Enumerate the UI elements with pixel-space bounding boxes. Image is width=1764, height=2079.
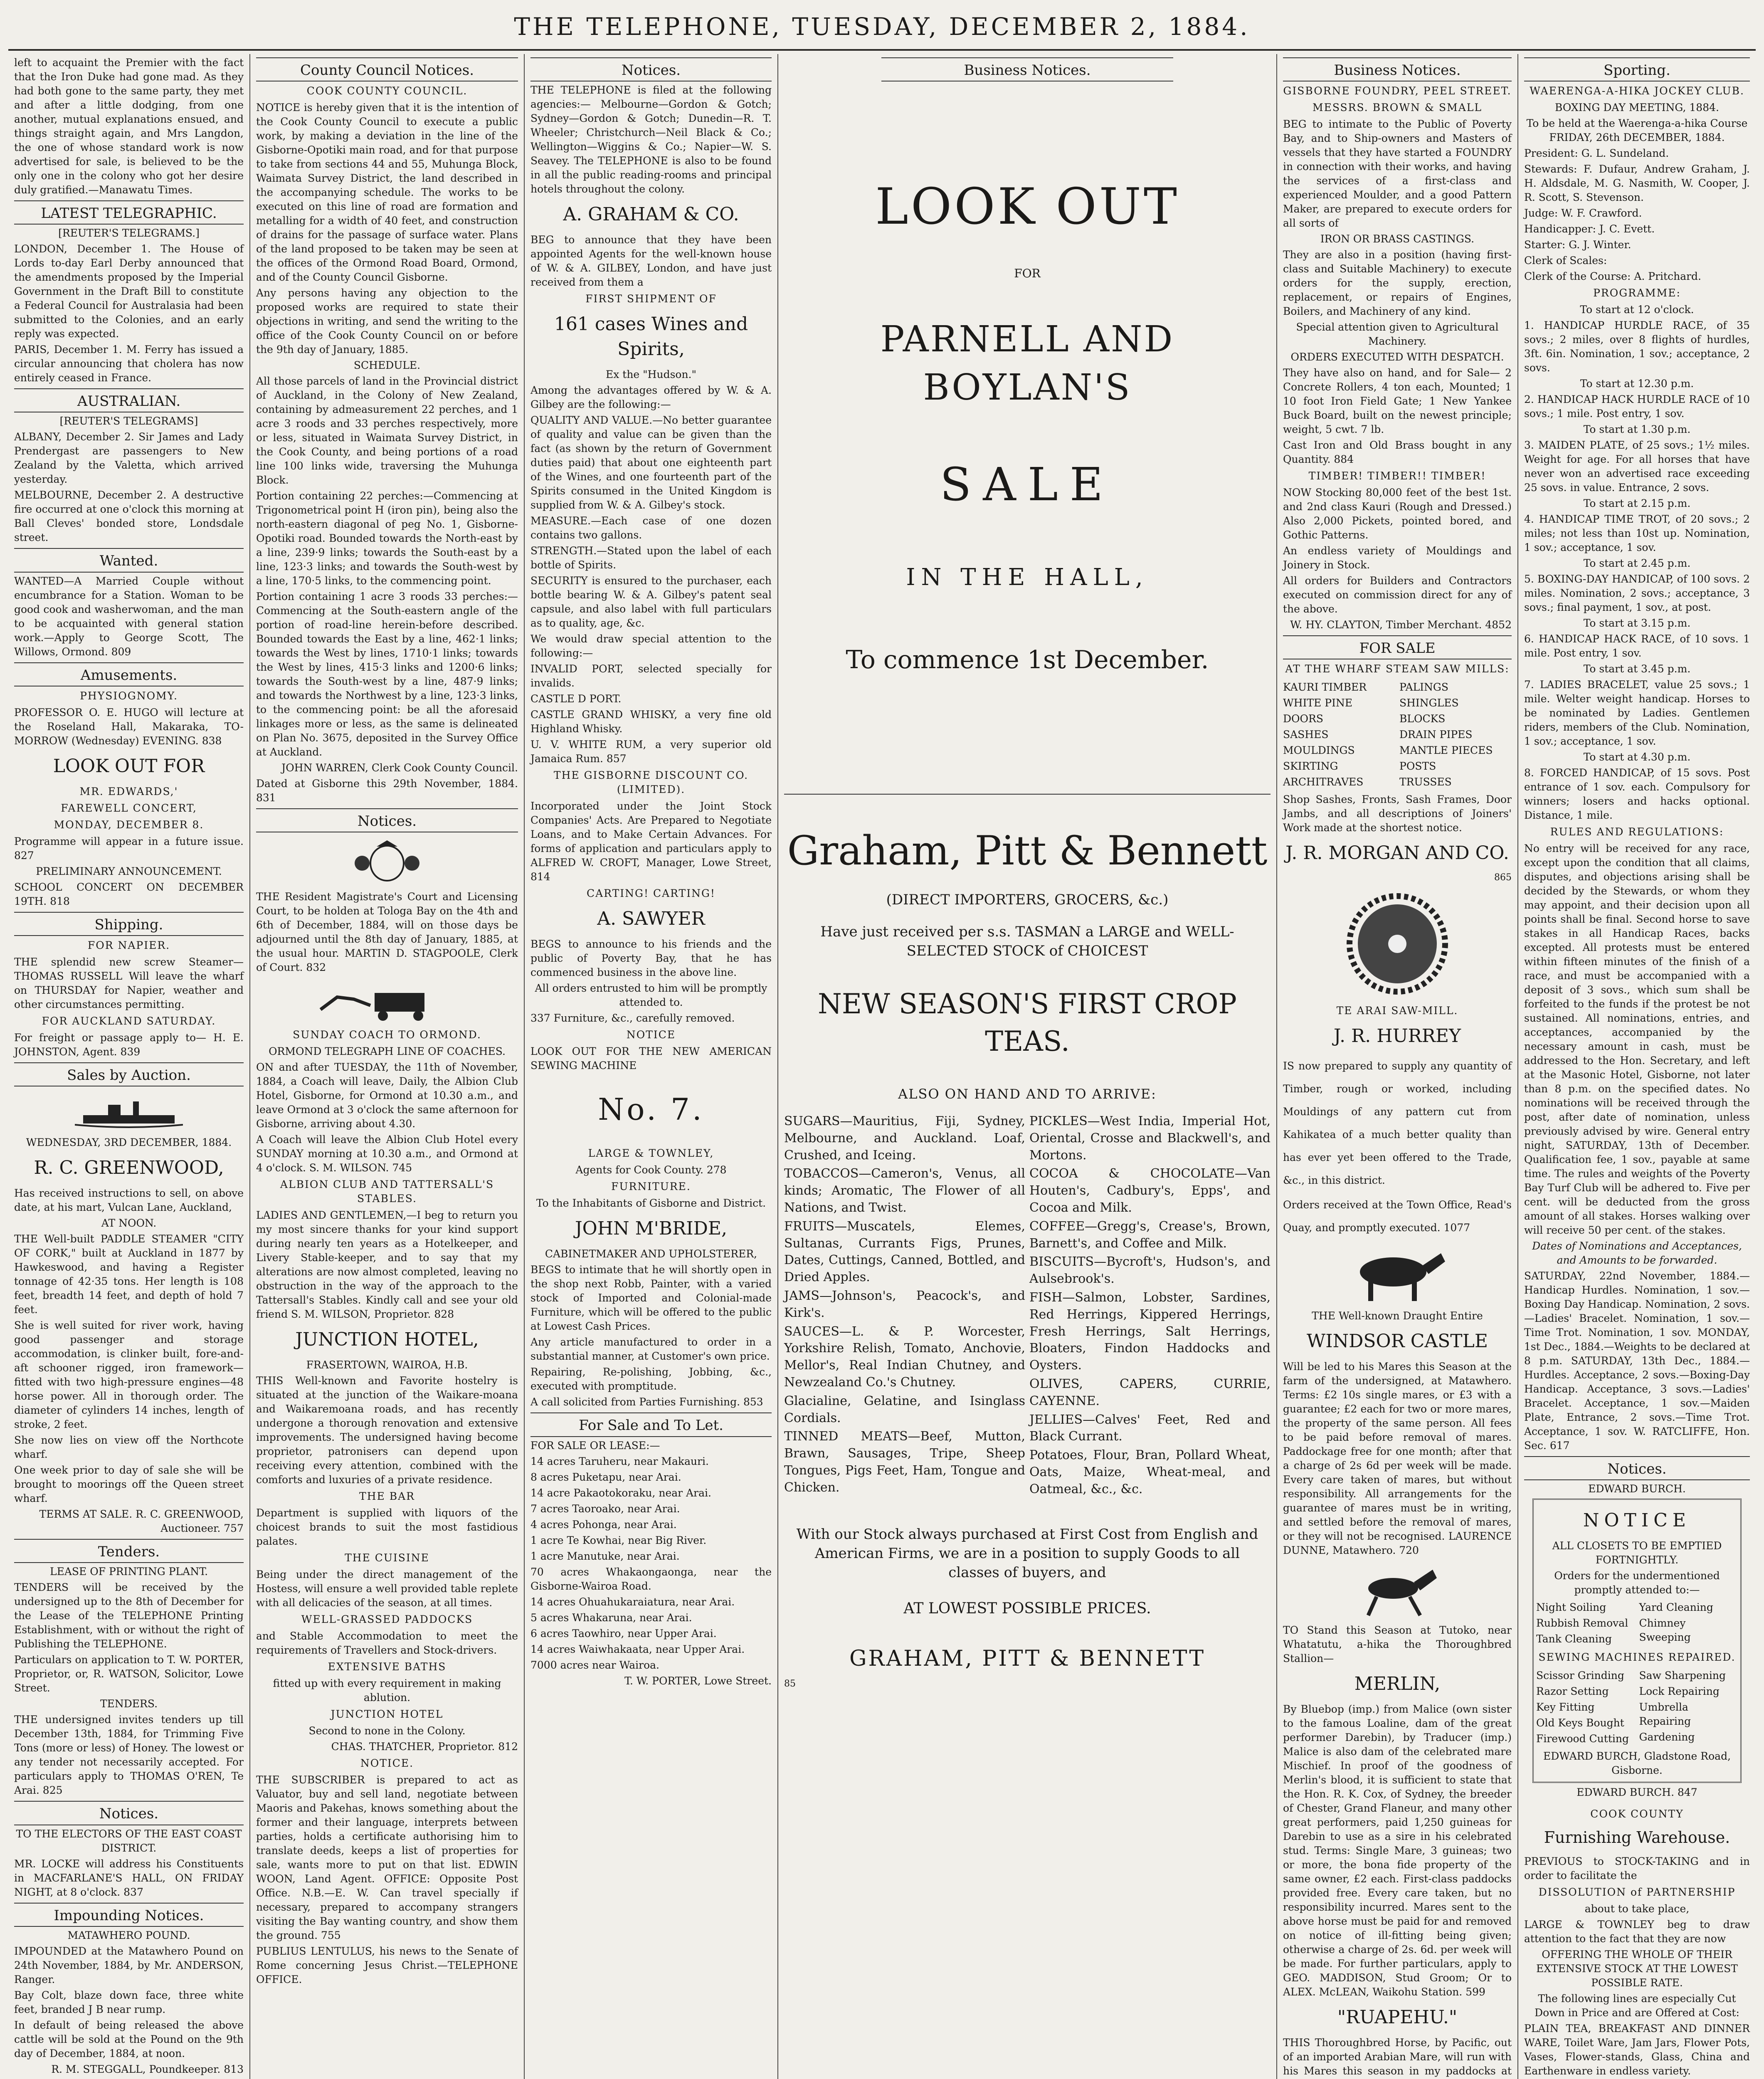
graham-item: We would draw special attention to the following:— xyxy=(530,632,772,659)
grocery-item: FRUITS—Muscatels, Elemes, Sultanas, Currants Figs, Prunes, Dates, Cuttings, Canned, Bottled, and Dried Apples. xyxy=(784,1219,1025,1285)
sewing-service: Firewood Cutting xyxy=(1536,1733,1629,1745)
council-schedule: SCHEDULE. xyxy=(353,359,421,372)
foundry-item: ORDERS EXECUTED WITH DESPATCH. xyxy=(1290,351,1504,363)
junction-item: EXTENSIVE BATHS xyxy=(328,1661,447,1673)
masthead-rule xyxy=(8,49,1756,51)
wharf-mills: AT THE WHARF STEAM SAW MILLS: xyxy=(1285,663,1510,675)
hurrey-title: J. R. HURREY xyxy=(1333,1025,1461,1047)
amusement-item: SCHOOL CONCERT ON DECEMBER 19TH. 818 xyxy=(14,881,244,907)
foundry-item: MESSRS. BROWN & SMALL xyxy=(1312,101,1482,114)
timber-product: POSTS xyxy=(1399,760,1436,773)
telegraphic-source: [REUTER'S TELEGRAMS.] xyxy=(58,227,200,240)
auction-heading: Sales by Auction. xyxy=(14,1062,244,1086)
windsor-intro: THE Well-known Draught Entire xyxy=(1312,1310,1483,1322)
morgan-number: 865 xyxy=(1494,872,1512,883)
timber-item: An endless variety of Mouldings and Joinery in Stock. xyxy=(1283,545,1512,571)
timber-product: WHITE PINE xyxy=(1283,697,1353,709)
gpb-footer-number: 85 xyxy=(784,1678,796,1689)
sale-item: 1 acre Manutuke, near Arai. xyxy=(530,1550,680,1562)
lentulus-text: PUBLIUS LENTULUS, his news to the Senate of Rome concerning Jesus Christ.—TELEPHONE OFFICE. xyxy=(256,1945,518,1986)
junction-item: and Stable Accommodation to meet the requirements of Travellers and Stock-drivers. xyxy=(256,1630,518,1657)
race-item: To start at 12.30 p.m. xyxy=(1580,378,1694,390)
council-text: Portion containing 22 perches:—Commencing at Trigonometrical point H (iron pin), being also the north-eastern diagonal of peg No. 1, Gisborne-Opotiki road. Bounded towards the North-east by a line, 239·9 links; towards the South-east by a line, 123·3 links; and towards the South-west by a line, 170·5 links, to the commencing point. xyxy=(256,490,518,587)
furniture-item: A call solicited from Parties Furnishing. 853 xyxy=(530,1396,763,1408)
burch-services xyxy=(1536,1599,1738,1648)
sewing-service: Umbrella Repairing xyxy=(1639,1701,1691,1728)
look-out-banner: LOOK OUT xyxy=(875,178,1179,236)
race-item: 6. HANDICAP HACK RACE, of 10 sovs. 1 mile. Post entry, 1 sov. xyxy=(1524,633,1750,659)
gpb-subtitle: (DIRECT IMPORTERS, GROCERS, &c.) xyxy=(886,891,1169,909)
impounding-heading: Impounding Notices. xyxy=(14,1903,244,1927)
draught-horse-icon xyxy=(1343,1245,1451,1303)
sale-item: 14 acres Waiwhakaata, near Upper Arai. xyxy=(530,1643,745,1655)
sale-item: 4 acres Pohonga, near Arai. xyxy=(530,1518,677,1531)
graham-item: U. V. WHITE RUM, a very superior old Jamaica Rum. 857 xyxy=(530,738,772,765)
te-arai-title: TE ARAI SAW-MILL. xyxy=(1336,1005,1458,1017)
notice2-title: NOTICE. xyxy=(360,1757,414,1770)
timber-product: KAURI TIMBER xyxy=(1283,681,1367,694)
shipping-item: THE splendid new screw Steamer—THOMAS RUSSELL Will leave the wharf on THURSDAY for Napier, weather and other circumstances permitting. xyxy=(14,956,244,1010)
graham-item: FIRST SHIPMENT OF xyxy=(585,293,717,305)
grocery-item: BISCUITS—Bycroft's, Hudson's, and Aulsebrook's. xyxy=(1029,1254,1271,1286)
joinery-text: Shop Sashes, Fronts, Sash Frames, Door Jambs, and all descriptions of Joiners' Work made at the shortest notice. xyxy=(1283,793,1512,834)
official: Starter: G. J. Winter. xyxy=(1524,239,1631,251)
machine-number: No. 7. xyxy=(598,1091,704,1127)
merlin-title: MERLIN, xyxy=(1354,1673,1441,1694)
jockey-club: WAERENGA-A-HIKA JOCKEY CLUB. xyxy=(1530,85,1744,97)
grocery-item: FISH—Salmon, Lobster, Sardines, Red Herrings, Kippered Herrings, Fresh Herrings, Salt Herrings, Bloaters, Findon Haddocks and Oysters. xyxy=(1029,1290,1271,1373)
sewing-service: Lock Repairing xyxy=(1639,1685,1720,1698)
graham-item: QUALITY AND VALUE.—No better guarantee of quality and value can be given than the fact (as shown by the return of Government duties paid) that about one eighteenth part of the Wines, and one fourteenth part of the Spirits consumed in the United Kingdom is supplied from W. & A. Gilbey's stock. xyxy=(530,414,772,511)
grocery-item: TINNED MEATS—Beef, Mutton, Brawn, Sausages, Tripe, Sheep Tongues, Pigs Feet, Ham, Tongue and Chicken. xyxy=(784,1429,1025,1495)
burch-service: Tank Cleaning xyxy=(1536,1633,1612,1645)
grocery-item: PICKLES—West India, Imperial Hot, Oriental, Crosse and Blackwell's, and Mortons. xyxy=(1029,1114,1271,1163)
grocery-item: OLIVES, CAPERS, CURRIE, CAYENNE. xyxy=(1029,1376,1271,1408)
rules-text: No entry will be received for any race, except upon the condition that all claims, disputes, and objections arising shall be decided by the Stewards, or whom they may appoint, and their decision upon all points shall be final. Second horse to save stakes in all Handicap Races, backs excepted. All protests must be entered within fifteen minutes of the finish of a race, and must be accompanied with a deposit of 3 sovs., which sum shall be forfeited to the funds if the protest be not sustained. All nominations, entries, and acceptances, accompanied by the necessary amount in cash, must be addressed to the Hon. Secretary, and left at the Masonic Hotel, Gisborne, not later than 8 p.m. on the specified dates. No nominations will be received through the post, after date of nomination, unless previously advised by wire. General entry night, SATURDAY, 13th of December. Qualification fee, 1 sov., payable at same time. The rules and weights of the Poverty Bay Turf Club will be adhered to. Five per cent. will be deducted from the gross amount of all stakes. Horses walking over will receive 50 per cent. of the stakes. xyxy=(1524,842,1750,1237)
racehorse-icon xyxy=(1352,1563,1443,1617)
timber-product: ARCHITRAVES xyxy=(1283,776,1364,788)
official: Handicapper: J. C. Evett. xyxy=(1524,223,1655,235)
furniture-item: BEGS to intimate that he will shortly open in the shop next Robb, Painter, with a varied stock of Imported and Colonial-made Furniture, which will be offered to the public at Lowest Cash Prices. xyxy=(530,1264,772,1333)
machine-title: NOTICE xyxy=(626,1028,676,1041)
discount-text: Incorporated under the Joint Stock Companies' Acts. Are Prepared to Negotiate Loans, and to Make Certain Advances. For forms of application and particulars apply to ALFRED W. CROFT, Manager, Lowe Street, 814 xyxy=(530,800,772,883)
council-text: All those parcels of land in the Provincial district of Auckland, in the Colony of New Zealand, containing by admeasurement 22 perches, and 1 acre 3 roods and 33 perches respectively, more or less, situated in Waimata Survey District, in the Cook County, and being portions of a road line 100 links wide, traversing the Muhunga Block. xyxy=(256,375,518,486)
burch-box-sub: ALL CLOSETS TO BE EMPTIED FORTNIGHTLY. xyxy=(1552,1540,1722,1566)
carting-title: CARTING! CARTING! xyxy=(587,887,715,899)
race-item: 8. FORCED HANDICAP, of 15 sovs. Post entrance of 1 sov. each. Compulsory for winners; losers and hacks optional. Distance, 1 mile. xyxy=(1524,767,1750,822)
notice-item: MR. LOCKE will address his Constituents in MACFARLANE'S HALL, ON FRIDAY NIGHT, at 8 o'clock. 837 xyxy=(14,1857,244,1898)
grocery-item: JELLIES—Calves' Feet, Red and Black Currant. xyxy=(1029,1412,1271,1444)
junction-item: THE BAR xyxy=(359,1490,415,1503)
ruapehu-title: "RUAPEHU." xyxy=(1337,2006,1458,2028)
timber-product: MOULDINGS xyxy=(1283,744,1355,757)
sale-item: FOR SALE OR LEASE:— xyxy=(530,1439,660,1452)
graham-item: 161 cases Wines and Spirits, xyxy=(554,314,748,360)
sale-item: 5 acres Whakaruna, near Arai. xyxy=(530,1611,692,1624)
race-item: 2. HANDICAP HACK HURDLE RACE of 10 sovs.; 1 mile. Post entry, 1 sov. xyxy=(1524,393,1750,420)
gpb-footer-prices: AT LOWEST POSSIBLE PRICES. xyxy=(903,1600,1151,1617)
shipping-item: FOR NAPIER. xyxy=(87,939,170,951)
tenders-heading: Tenders. xyxy=(14,1539,244,1563)
shipping-item: For freight or passage apply to— H. E. JOHNSTON, Agent. 839 xyxy=(14,1032,244,1058)
graham-item: SECURITY is ensured to the purchaser, each bottle bearing W. & A. Gilbey's patent seal capsule, and also label with full particulars as to quality, age, &c. xyxy=(530,574,772,629)
official: Clerk of Scales: xyxy=(1524,254,1607,267)
sewing-service: Gardening xyxy=(1639,1731,1695,1743)
notices-heading: Notices. xyxy=(14,1801,244,1825)
hurrey-text: Orders received at the Town Office, Read's Quay, and promptly executed. 1077 xyxy=(1283,1199,1512,1234)
sporting-heading: Sporting. xyxy=(1524,57,1750,81)
junction-item: THE CUISINE xyxy=(345,1552,429,1564)
timber-product: BLOCKS xyxy=(1399,713,1446,725)
morgan-title: J. R. MORGAN AND CO. xyxy=(1285,842,1509,864)
amusement-banner: LOOK OUT FOR xyxy=(53,755,205,777)
sale-banner: SALE xyxy=(940,458,1115,511)
race-item: 1. HANDICAP HURDLE RACE, of 35 sovs.; 2 miles, over 8 flights of hurdles, 3ft. 6in. Nomination, 1 sov.; acceptance, 2 sovs. xyxy=(1524,319,1750,374)
carting-item: A. SAWYER xyxy=(597,908,705,929)
council-text: Dated at Gisborne this 29th November, 1884. 831 xyxy=(256,778,518,804)
tender-item: Particulars on application to T. W. PORTER, Proprietor, or, R. WATSON, Solicitor, Lowe Street. xyxy=(14,1654,244,1694)
amusement-item: MR. EDWARDS,' xyxy=(79,785,178,798)
race-item: To start at 12 o'clock. xyxy=(1580,304,1694,316)
australian-heading: AUSTRALIAN. xyxy=(14,388,244,412)
foundry-item: BEG to intimate to the Public of Poverty Bay, and to Ship-owners and Masters of vessels that they have started a FOUNDRY in connection with their works, and having the services of a first-class and experienced Moulder, and a good Pattern Maker, are prepared to execute orders for all sorts of xyxy=(1283,118,1512,230)
race-item: To start at 2.15 p.m. xyxy=(1583,497,1691,510)
machine-item: Agents for Cook County. 278 xyxy=(575,1164,727,1176)
hurrey-text: IS now prepared to supply any quantity of Timber, rough or worked, including Mouldings of any pattern cut from Kahikatea of a much better quality than has ever yet been offered to the Trade, &c., in this district. xyxy=(1283,1060,1512,1187)
coach-item: A Coach will leave the Albion Club Hotel every SUNDAY morning at 10.30 a.m., and Ormond at 4 o'clock. S. M. WILSON. 745 xyxy=(256,1133,518,1174)
burch-box-title: NOTICE xyxy=(1583,1510,1691,1531)
coach-icon xyxy=(312,980,462,1022)
timber-product: DRAIN PIPES xyxy=(1399,728,1473,741)
warehouse-item: PLAIN TEA, BREAKFAST AND DINNER WARE, Toilet Ware, Jam Jars, Flower Pots, Vases, Flower-stands, Glass, China and Earthenware in endless variety. xyxy=(1524,2022,1750,2077)
auction-item: One week prior to day of sale she will be brought to moorings off the Queen street wharf. xyxy=(14,1464,244,1505)
furniture-item: Repairing, Re-polishing, Jobbing, &c., executed with promptitude. xyxy=(530,1366,772,1393)
auction-item: AT NOON. xyxy=(101,1217,157,1230)
for-label: FOR xyxy=(1014,267,1041,281)
warehouse-item: OFFERING THE WHOLE OF THEIR EXTENSIVE STOCK AT THE LOWEST POSSIBLE RATE. xyxy=(1536,1948,1738,1989)
machine-item: LARGE & TOWNLEY, xyxy=(588,1147,714,1160)
grocery-item: TOBACCOS—Cameron's, Venus, all kinds; Aromatic, The Flower of all Nations, and Twist. xyxy=(784,1166,1025,1215)
australian-source: [REUTER'S TELEGRAMS] xyxy=(59,415,198,427)
column-6 xyxy=(1517,54,1756,2079)
merlin-intro: TO Stand this Season at Tutoko, near Whatatutu, a-hika the Thoroughbred Stallion— xyxy=(1283,1624,1512,1664)
sale-item: 14 acres Ohuahukaraiatura, near Arai. xyxy=(530,1595,735,1608)
junction-item: FRASERTOWN, WAIROA, H.B. xyxy=(306,1359,468,1371)
tender-item: TENDERS will be received by the undersigned up to the 8th of December for the Lease of the TELEPHONE Printing Establishment, with or without the right of Publishing the TELEPHONE. xyxy=(14,1581,244,1650)
notice-item: TO THE ELECTORS OF THE EAST COAST DISTRICT. xyxy=(16,1827,242,1854)
australian-item: ALBANY, December 2. Sir James and Lady Prendergast are passengers to New Zealand by the Valetta, which arrived yesterday. xyxy=(14,431,244,486)
dates-heading: Dates of Nominations and Acceptances, and Amounts to be forwarded. xyxy=(1532,1240,1742,1267)
telegraphic-item: PARIS, December 1. M. Ferry has issued a circular announcing that cholera has now entirely ceased in France. xyxy=(14,343,244,384)
sale-item: 7000 acres near Wairoa. xyxy=(530,1659,659,1671)
council-text: NOTICE is hereby given that it is the intention of the Cook County Council to execute a public work, by making a deviation in the line of the Gisborne-Opotiki main road, and for that purpose to take from sections 44 and 55, Muhunga Block, Waimata Survey District, the land described in the accompanying schedule. The works to be executed on this line of road are formation and metalling for a width of 40 feet, and construction of drains for the passage of surface water. Plans of the land proposed to be taken may be seen at the offices of the Ormond Road Board, Ormond, and of the County Council Gisborne. xyxy=(256,101,518,284)
junction-item: fitted up with every requirement in making ablution. xyxy=(273,1677,501,1704)
wanted-ad: WANTED—A Married Couple without encumbrance for a Station. Woman to be good cook and washerwoman, and the man to be acquainted with general station work.—Apply to George Scott, The Willows, Ormond. 809 xyxy=(14,575,244,658)
junction-item: Being under the direct management of the Hostess, will ensure a well provided table replete with all delicacies of the season, at all times. xyxy=(256,1568,518,1609)
grocery-item: Glacialine, Gelatine, and Isinglass Cordials. xyxy=(784,1393,1025,1425)
grocery-list xyxy=(784,1111,1271,1500)
furniture-title: FURNITURE. xyxy=(611,1180,691,1193)
business-notices-heading: Business Notices. xyxy=(881,57,1173,81)
wanted-heading: Wanted. xyxy=(14,548,244,572)
foundry-item: IRON OR BRASS CASTINGS. xyxy=(1320,233,1475,245)
column-3 xyxy=(524,54,777,2079)
column-1 xyxy=(8,54,249,2079)
furniture-item: To the Inhabitants of Gisborne and District. xyxy=(536,1197,766,1210)
foundry-item: They have also on hand, and for Sale— 2 Concrete Rollers, 4 ton each, Mounted; 1 10 foot Iron Field Gate; 1 New Yankee Buck Board, built on the newest principle; weight, 5 cwt. 7 lb. xyxy=(1283,367,1512,436)
column-4 xyxy=(777,54,1276,2079)
amusement-title: PHYSIOGNOMY. xyxy=(80,689,178,702)
timber-product: SASHES xyxy=(1283,728,1329,741)
junction-item: THIS Well-known and Favorite hostelry is situated at the junction of the Waikare-moana and Waikaremoana roads, and has recently undergone a thorough renovation and extensive improvements. The undersigned having become proprietor, patronisers can depend upon receiving every attention, combined with the comforts and luxuries of a private residence. xyxy=(256,1375,518,1486)
official: Stewards: F. Dufaur, Andrew Graham, J. H. Aldsdale, M. G. Nasmith, W. Cooper, J. R. Scott, S. Stevenson. xyxy=(1524,163,1750,204)
teas-banner: NEW SEASON'S FIRST CROP TEAS. xyxy=(818,988,1237,1057)
carting-item: 337 Furniture, &c., carefully removed. xyxy=(530,1012,735,1024)
column-2 xyxy=(249,54,524,2079)
graham-item: Ex the "Hudson." xyxy=(605,368,697,380)
auction-item: TERMS AT SALE. R. C. GREENWOOD, Auctioneer. 757 xyxy=(39,1508,244,1535)
windsor-title: WINDSOR CASTLE xyxy=(1307,1331,1488,1352)
furniture-item: JOHN M'BRIDE, xyxy=(575,1218,727,1239)
carting-item: All orders entrusted to him will be promptly attended to. xyxy=(535,982,767,1008)
race-item: To start at 2.45 p.m. xyxy=(1583,557,1691,570)
official: President: G. L. Sundeland. xyxy=(1524,147,1669,160)
shipping-item: FOR AUCKLAND SATURDAY. xyxy=(42,1015,216,1027)
grocery-item: JAMS—Johnson's, Peacock's, and Kirk's. xyxy=(784,1288,1025,1320)
commence-date: To commence 1st December. xyxy=(846,645,1209,675)
auction-item: Has received instructions to sell, on above date, at his mart, Vulcan Lane, Auckland, xyxy=(14,1187,244,1214)
amusement-item: Programme will appear in a future issue. 827 xyxy=(14,835,244,862)
sale-item: 8 acres Puketapu, near Arai. xyxy=(530,1471,681,1483)
official: Judge: W. F. Crawford. xyxy=(1524,207,1642,220)
carting-item: BEGS to announce to his friends and the public of Poverty Bay, that he has commenced business in the above line. xyxy=(530,938,772,978)
warehouse-title: Furnishing Warehouse. xyxy=(1544,1828,1730,1847)
ruapehu-text: THIS Thoroughbred Horse, by Pacific, out of an imported Arabian Mare, will run with his Mares this season in my paddocks at xyxy=(1283,2036,1512,2077)
telegraphic-item: LONDON, December 1. The House of Lords to-day Earl Derby announced that the amendments proposed by the Imperial Government in the Draft Bill to constitute a Federal Council for Australasia had been submitted to the Colonies, and an early reply was expected. xyxy=(14,243,244,340)
race-item: To start at 3.45 p.m. xyxy=(1583,663,1691,675)
burch-service: Chimney Sweeping xyxy=(1639,1617,1691,1644)
race-item: 3. MAIDEN PLATE, of 25 sovs.; 1½ miles. Weight for age. For all horses that have never won an advertised race exceeding 25 sovs. in value. Entrance, 2 sovs. xyxy=(1524,439,1750,494)
in-the-hall-banner: IN THE HALL, xyxy=(906,564,1149,591)
for-sale-heading: For Sale and To Let. xyxy=(530,1412,772,1437)
amusement-item: FAREWELL CONCERT, xyxy=(61,802,197,814)
parnell-boylan-banner: PARNELL AND BOYLAN'S xyxy=(880,318,1174,409)
graham-item: BEG to announce that they have been appointed Agents for the well-known house of W. & A. GILBEY, London, and have just received from them a xyxy=(530,234,772,289)
warehouse-item: The following lines are especially Cut Down in Price and are Offered at Cost: xyxy=(1535,1992,1739,2019)
arrive-heading: ALSO ON HAND AND TO ARRIVE: xyxy=(898,1086,1157,1102)
windsor-text: Will be led to his Mares this Season at the farm of the undersigned, at Matawhero. Terms: £2 10s single mares, or £3 with a guarantee; £2 each for two or more mares, the property of the same person. All fees to be paid before removal of mares. Paddockage free for one month; after that a charge of 2s 6d per week will be made. Every care taken of mares, but without responsibility. All arrangements for the guarantee of mares must be in writing, and settled before the removal of mares, or they will not be recognised. LAURENCE DUNNE, Matawhero. 720 xyxy=(1283,1360,1512,1556)
steamer-icon xyxy=(75,1092,183,1130)
grocery-item: COFFEE—Gregg's, Crease's, Brown, Barnett's, and Coffee and Milk. xyxy=(1029,1219,1271,1251)
intro-paragraph: left to acquaint the Premier with the fact that the Iron Duke had gone mad. As they had both gone to the same party, they met and after a little dodging, from one another, mutual explanations ensued, and things straight again, and Mrs Langdon, the one of whose standard work is now advertised for sale, is believed to be the only one in the colony who got her desire duly gratified.—Manawatu Times. xyxy=(14,57,244,196)
furniture-item: CABINETMAKER AND UPHOLSTERER, xyxy=(545,1248,757,1260)
race-item: To start at 4.30 p.m. xyxy=(1583,751,1691,763)
shipping-heading: Shipping. xyxy=(14,912,244,936)
timber-list xyxy=(1283,679,1512,791)
auction-item: THE Well-built PADDLE STEAMER "CITY OF CORK," built at Auckland in 1877 by Hawkeswood, and having a Register tonnage of 42·35 tons. Her length is 108 feet, breadth 14 feet, and depth of hold 7 feet. xyxy=(14,1233,244,1316)
furniture-item: Any article manufactured to order in a substantial manner, at Customer's own price. xyxy=(530,1336,772,1363)
burch-name: EDWARD BURCH. xyxy=(1588,1483,1686,1495)
cook-county-heading: COOK COUNTY xyxy=(1590,1808,1684,1820)
sale-item: 14 acre Pakaotokoraku, near Arai. xyxy=(530,1486,711,1499)
saw-blade-icon xyxy=(1343,890,1451,998)
graham-pitt-bennett-title: Graham, Pitt & Bennett xyxy=(787,827,1268,874)
albion-title: ALBION CLUB AND TATTERSALL'S STABLES. xyxy=(280,1178,494,1205)
pound-item: In default of being released the above cattle will be sold at the Pound on the 9th day of December, 1884, at noon. xyxy=(14,2019,244,2059)
timber-product: TRUSSES xyxy=(1399,776,1452,788)
tender-item: LEASE OF PRINTING PLANT. xyxy=(49,1565,208,1578)
dates-text: SATURDAY, 22nd November, 1884.—Handicap Hurdles. Nomination, 1 sov.—Boxing Day Handicap. Nomination, 2 sovs.—Ladies' Bracelet. Nomination, 1 sov.—Time Trot. Nomination, 1 sov. MONDAY, 1st Dec., 1884.—Weights to be declared at 8 p.m. SATURDAY, 13th Dec., 1884.—Hurdles. Acceptance, 2 sovs.—Boxing-Day Handicap. Acceptance, 3 sovs.—Ladies' Bracelet. Acceptance, 1 sov.—Maiden Plate, Entrance, 2 sovs.—Time Trot. Acceptance, 1 sov. W. RATCLIFFE, Hon. Sec. 617 xyxy=(1524,1270,1750,1452)
royal-crest-icon xyxy=(352,838,422,884)
sewing-service: Key Fitting xyxy=(1536,1701,1595,1714)
albion-text: LADIES AND GENTLEMEN,—I beg to return you my most sincere thanks for your kind support during nearly ten years as a Hotelkeeper, and Livery Stable-keeper, and to say that my alterations are now almost completed, leaving no obstruction in the way of the approach to the Tattersall's Stables. Kindly call and see your old friend S. M. WILSON, Proprietor. 828 xyxy=(256,1209,518,1321)
amusement-item: MONDAY, DECEMBER 8. xyxy=(54,818,204,831)
burch-footer: EDWARD BURCH. 847 xyxy=(1576,1786,1697,1799)
cook-council-title: COOK COUNTY COUNCIL. xyxy=(306,85,468,97)
machine-item: LOOK OUT FOR THE NEW AMERICAN SEWING MACHINE xyxy=(530,1045,772,1072)
graham-item: Among the advantages offered by W. & A. Gilbey are the following:— xyxy=(530,384,772,410)
burch-box-orders: Orders for the undermentioned promptly attended to:— xyxy=(1554,1570,1720,1596)
notices-heading: Notices. xyxy=(256,808,518,832)
telephone-agencies: THE TELEPHONE is filed at the following agencies:— Melbourne—Gordon & Gotch; Sydney—Gordon & Gotch; Dunedin—R. T. Wheeler; Christchurch—Neil Black & Co.; Wellington—Wiggins & Co.; Napier—W. S. Seavey. The TELEPHONE is also to be found in all the public reading-rooms and principal hotels throughout the colony. xyxy=(530,84,772,195)
timber-product: SKIRTING xyxy=(1283,760,1338,773)
grocery-item: SUGARS—Mauritius, Fiji, Sydney, Melbourne, and Auckland. Loaf, Crushed, and Iceing. xyxy=(784,1114,1025,1163)
gpb-footer-text: With our Stock always purchased at First Cost from English and American Firms, we are in a position to supply Goods to all classes of buyers, and xyxy=(796,1526,1258,1581)
council-text: Any persons having any objection to the proposed works are required to state their objections in writing, and send the writing to the office of the Cook County Council on or before the 9th day of January, 1885. xyxy=(256,287,518,356)
official: Clerk of the Course: A. Pritchard. xyxy=(1524,270,1702,283)
sewing-service: Razor Setting xyxy=(1536,1685,1609,1698)
sewing-services xyxy=(1536,1667,1738,1748)
timber-product: SHINGLES xyxy=(1399,697,1459,709)
junction-item: JUNCTION HOTEL xyxy=(331,1708,444,1721)
warehouse-item: about to take place, xyxy=(1584,1902,1690,1915)
business-notices-heading: Business Notices. xyxy=(1283,57,1512,81)
graham-title: A. GRAHAM & CO. xyxy=(563,204,739,225)
grocery-item: SAUCES—L. & P. Worcester, Yorkshire Relish, Tomato, Anchovie, Mellor's, Real Indian Chutney, and Newzealand Co.'s Chutney. xyxy=(784,1324,1025,1390)
notices-heading: Notices. xyxy=(1524,1456,1750,1480)
masthead: THE TELEPHONE, TUESDAY, DECEMBER 2, 1884. xyxy=(514,12,1250,41)
grocery-item: COCOA & CHOCOLATE—Van Houten's, Cadbury's, Epps', and Cocoa and Milk. xyxy=(1029,1166,1271,1215)
junction-item: Second to none in the Colony. xyxy=(308,1725,466,1737)
race-item: To start at 3.15 p.m. xyxy=(1583,617,1691,630)
coach-title: SUNDAY COACH TO ORMOND. xyxy=(293,1029,481,1041)
meeting-held: To be held at the Waerenga-a-hika Course FRIDAY, 26th DECEMBER, 1884. xyxy=(1526,117,1748,144)
notice2-text: THE SUBSCRIBER is prepared to act as Valuator, buy and sell land, negotiate between Maoris and Pakehas, knows something about the former and their language, interprets between parties, holds a certificate authorising him to translate deeds, keeps a list of properties for sale, wants more to put on that list. EDWIN WOON, Land Agent. OFFICE: Opposite Post Office. N.B.—E. W. Can travel specially if necessary, prepared to accompany strangers visiting the Bay wanting country, and show them the ground. 755 xyxy=(256,1774,518,1942)
notices-heading: Notices. xyxy=(530,57,772,81)
for-sale-heading: FOR SALE xyxy=(1283,635,1512,659)
pound-item: R. M. STEGGALL, Poundkeeper. 813 xyxy=(51,2063,244,2075)
sale-item: 1 acre Te Kowhai, near Big River. xyxy=(530,1534,707,1546)
pound-item: IMPOUNDED at the Matawhero Pound on 24th November, 1884, by Mr. ANDERSON, Ranger. xyxy=(14,1945,244,1985)
burch-address: EDWARD BURCH, Gladstone Road, Gisborne. xyxy=(1543,1750,1731,1777)
sale-item: 14 acres Taruheru, near Makauri. xyxy=(530,1455,709,1467)
licensing-notice: THE Resident Magistrate's Court and Licensing Court, to be holden at Tologa Bay on the 4th and 6th of December, 1884, will on those days be adjourned until the 8th day of January, 1885, at the usual hour. MARTIN D. STAGPOOLE, Clerk of Court. 832 xyxy=(256,891,518,974)
sale-item: T. W. PORTER, Lowe Street. xyxy=(624,1674,772,1687)
auction-item: R. C. GREENWOOD, xyxy=(34,1157,224,1179)
timber-item: NOW Stocking 80,000 feet of the best 1st. and 2nd class Kauri (Rough and Dressed.) Also 2,000 Pickets, pointed bored, and Gothic Patterns. xyxy=(1283,486,1512,541)
junction-title: JUNCTION HOTEL, xyxy=(295,1329,479,1351)
sewing-repair-heading: SEWING MACHINES REPAIRED. xyxy=(1538,1651,1736,1664)
sewing-service: Saw Sharpening xyxy=(1639,1669,1726,1682)
amusement-item: PRELIMINARY ANNOUNCEMENT. xyxy=(36,865,222,877)
graham-item: CASTLE D PORT. xyxy=(530,692,622,705)
graham-item: INVALID PORT, selected specially for invalids. xyxy=(530,662,772,689)
race-item: 7. LADIES BRACELET, value 25 sovs.; 1 mile. Welter weight handicap. Horses to be nominated by Ladies. Gentlemen riders, members of the Club. Nomination, 1 sov.; acceptance, 1 sov. xyxy=(1524,679,1750,748)
amusement-item: PROFESSOR O. E. HUGO will lecture at the Roseland Hall, Makaraka, TO-MORROW (Wednesday) EVENING. 838 xyxy=(14,706,244,747)
warehouse-item: DISSOLUTION of PARTNERSHIP xyxy=(1538,1886,1736,1898)
gpb-intro: Have just received per s.s. TASMAN a LARGE and WELL-SELECTED STOCK of CHOICEST xyxy=(820,923,1234,959)
graham-item: MEASURE.—Each case of one dozen contains two gallons. xyxy=(530,514,772,541)
grocery-item: Potatoes, Flour, Bran, Pollard Wheat, Oats, Maize, Wheat-meal, and Oatmeal, &c., &c. xyxy=(1029,1448,1271,1496)
foundry-item: Special attention given to Agricultural Machinery. xyxy=(1296,321,1499,348)
auction-item: She is well suited for river work, having good passenger and storage accommodation, is clinker built, fore-and-aft schooner rigged, iron framework—fitted with two high-pressure engines—48 horse power. All in thorough order. The diameter of cylinders 14 inches, length of stroke, 2 feet. xyxy=(14,1319,244,1431)
foundry-title: GISBORNE FOUNDRY, PEEL STREET. xyxy=(1283,85,1512,97)
burch-service: Yard Cleaning xyxy=(1639,1601,1713,1614)
burch-service: Night Soiling xyxy=(1536,1601,1606,1614)
graham-item: STRENGTH.—Stated upon the label of each bottle of Spirits. xyxy=(530,544,772,571)
county-council-heading: County Council Notices. xyxy=(256,57,518,81)
foundry-item: Cast Iron and Old Brass bought in any Quantity. 884 xyxy=(1283,439,1512,466)
warehouse-item: LARGE & TOWNLEY beg to draw attention to the fact that they are now xyxy=(1524,1918,1750,1945)
merlin-text: By Bluebop (imp.) from Malice (own sister to the famous Loaline, dam of the great performer Darebin), by Traducer (imp.) Malice is also dam of the celebrated mare Mischief. In proof of the goodness of Merlin's blood, it is sufficient to state that the Hon. R. K. Cox, of Sydney, the breeder of Chester, Grand Flaneur, and many other great performers, paid 1,250 guineas for Darebin to use as a sire in his celebrated stud. Terms: Single Mare, 3 guineas; two or more, the bona fide property of the same owner, £2 each. First-class paddocks provided free. Every care taken, but no responsibility incurred. Mares sent to the above horse must be paid for and removed on notice of ill-fitting being given; otherwise a charge of 2s. 6d. per week will be made. For further particulars, apply to GEO. MADDISON, Stud Groom; Or to ALEX. McLEAN, Waikohu Station. 599 xyxy=(1283,1703,1512,1998)
junction-item: CHAS. THATCHER, Proprietor. 812 xyxy=(331,1741,518,1753)
rules-heading: RULES AND REGULATIONS: xyxy=(1550,826,1724,838)
column-5 xyxy=(1276,54,1517,2079)
programme-heading: PROGRAMME: xyxy=(1593,287,1681,299)
sale-item: 7 acres Taoroako, near Arai. xyxy=(530,1502,680,1515)
pound-item: Bay Colt, blaze down face, three white feet, branded J B near rump. xyxy=(14,1989,244,2015)
timber-item: W. HY. CLAYTON, Timber Merchant. 4852 xyxy=(1290,619,1512,631)
timber-product: PALINGS xyxy=(1399,681,1449,694)
junction-item: Department is supplied with liquors of the choicest brands to suit the most fastidious palates. xyxy=(256,1507,518,1548)
tender-item: THE undersigned invites tenders up till December 13th, 1884, for Trimming Five Tons (more or less) of Honey. The lowest or any tender not necessarily accepted. For particulars apply to THOMAS O'REN, Te Arai. 825 xyxy=(14,1714,244,1797)
foundry-item: They are also in a position (having first-class and Suitable Machinery) to execute orders for the supply, erection, replacement, or repairs of Engines, Boilers, and Machinery of any kind. xyxy=(1283,249,1512,318)
auction-item: She now lies on view off the Northcote wharf. xyxy=(14,1434,244,1461)
tender-item: TENDERS. xyxy=(100,1698,158,1710)
burch-notice-box xyxy=(1532,1499,1742,1783)
sewing-service: Old Keys Bought xyxy=(1536,1717,1624,1729)
telegraphic-heading: LATEST TELEGRAPHIC. xyxy=(14,200,244,225)
graham-item: CASTLE GRAND WHISKY, a very fine old Highland Whisky. xyxy=(530,708,772,735)
sale-item: 6 acres Taowhiro, near Upper Arai. xyxy=(530,1627,717,1639)
sale-item: 70 acres Whakaongaonga, near the Gisborne-Wairoa Road. xyxy=(530,1565,772,1592)
pound-item: MATAWHERO POUND. xyxy=(67,1929,190,1941)
timber-product: DOORS xyxy=(1283,713,1323,725)
discount-title: THE GISBORNE DISCOUNT CO. (LIMITED). xyxy=(553,769,749,795)
warehouse-item: PREVIOUS to STOCK-TAKING and in order to facilitate the xyxy=(1524,1855,1750,1881)
boxing-day: BOXING DAY MEETING, 1884. xyxy=(1555,101,1719,114)
timber-title: TIMBER! TIMBER!! TIMBER! xyxy=(1308,470,1486,482)
burch-service: Rubbish Removal xyxy=(1536,1617,1628,1630)
junction-item: WELL-GRASSED PADDOCKS xyxy=(301,1613,473,1626)
race-item: 5. BOXING-DAY HANDICAP, of 100 sovs. 2 miles. Nomination, 2 sovs.; acceptance, 3 sovs.; final payment, 1 sov., at post. xyxy=(1524,573,1750,614)
council-text: JOHN WARREN, Clerk Cook County Council. xyxy=(281,762,518,774)
australian-item: MELBOURNE, December 2. A destructive fire occurred at one o'clock this morning at Ball Cleves' bonded store, Londsdale street. xyxy=(14,489,244,544)
council-text: Portion containing 1 acre 3 roods 33 perches:—Commencing at the South-eastern angle of the portion of road-line herein-before described. Bounded towards the East by a line, 462·1 links; towards the West by lines, 1710·1 links; towards the West by lines, 415·3 links and 1200·6 links; towards the South-west by a line, 487·9 links; and towards the Northwest by a line, 123·3 links, to the commencing point: be all the aforesaid linkages more or less, as the same is delineated on Plan No. 3675, deposited in the Survey Office at Auckland. xyxy=(256,590,518,758)
timber-item: All orders for Builders and Contractors executed on commission direct for any of the above. xyxy=(1283,575,1512,615)
race-item: 4. HANDICAP TIME TROT, of 20 sovs.; 2 miles; not less than 10st up. Nomination, 1 sov.; acceptance, 1 sov. xyxy=(1524,513,1750,554)
gpb-footer-name: GRAHAM, PITT & BENNETT xyxy=(849,1646,1206,1672)
coach-item: ORMOND TELEGRAPH LINE OF COACHES. xyxy=(269,1045,506,1058)
race-item: To start at 1.30 p.m. xyxy=(1583,423,1691,436)
auction-item: WEDNESDAY, 3RD DECEMBER, 1884. xyxy=(26,1136,232,1149)
timber-product: MANTLE PIECES xyxy=(1399,744,1493,757)
sewing-service: Scissor Grinding xyxy=(1536,1669,1624,1682)
coach-item: ON and after TUESDAY, the 11th of November, 1884, a Coach will leave, Daily, the Albion Club Hotel, Gisborne, for Ormond at 10.30 a.m., and leave Ormond at 3 o'clock the same afternoon for Gisborne, arriving about 4.30. xyxy=(256,1061,518,1130)
amusements-heading: Amusements. xyxy=(14,662,244,686)
